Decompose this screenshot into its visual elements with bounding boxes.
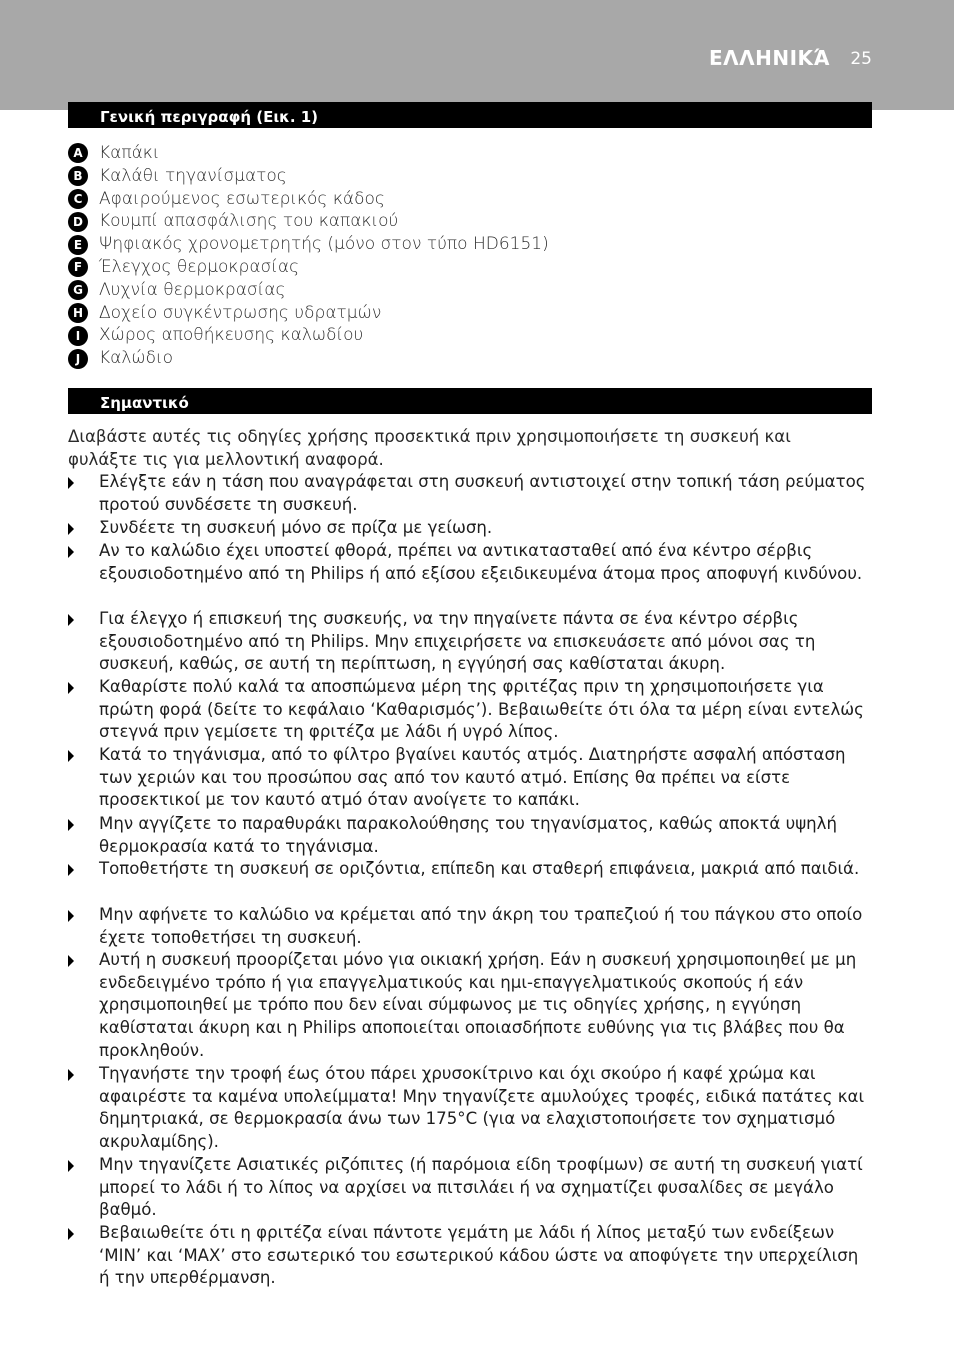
part-label: Καλάθι τηγανίσματος: [99, 165, 287, 186]
letter-badge: I: [68, 326, 88, 346]
list-item: [68, 142, 549, 165]
bullet-item: [68, 744, 868, 812]
part-label: Χώρος αποθήκευσης καλωδίου: [99, 325, 364, 346]
bullet-arrow-icon: [68, 523, 74, 535]
bullet-text: Μην αγγίζετε το παραθυράκι παρακολούθησης του τηγανίσματος, καθώς αποκτά υψηλή θερμοκρασία κατά το τηγάνισμα.: [99, 814, 837, 856]
bullet-arrow-icon: [68, 682, 74, 694]
list-item: [68, 324, 549, 347]
bullet-arrow-icon: [68, 955, 74, 967]
bullet-text: Τηγανήστε την τροφή έως ότου πάρει χρυσοκίτρινο και όχι σκούρο ή καφέ χρώμα και αφαιρέστε τα καμένα υπολείμματα! Μην τηγανίζετε αμυλούχες τροφές, ειδικά πατάτες και δημητριακά, σε θερμοκρασία άνω των 175°C (για να ελαχιστοποιήσετε τον σχηματισμό ακρυλαμίδης).: [99, 1064, 865, 1152]
part-label: Έλεγχος θερμοκρασίας: [99, 256, 300, 277]
letter-badge: D: [68, 212, 88, 232]
list-item: [68, 210, 549, 233]
page-number: 25: [850, 49, 872, 69]
intro-paragraph: Διαβάστε αυτές τις οδηγίες χρήσης προσεκτικά πριν χρησιμοποιήσετε τη συσκευή και φυλάξτε τις για μελλοντική αναφορά.: [68, 427, 791, 469]
bullet-text: Κατά το τηγάνισμα, από το φίλτρο βγαίνει καυτός ατμός. Διατηρήστε ασφαλή απόσταση των χεριών και του προσώπου σας από τον καυτό ατμό. Επίσης θα πρέπει να είστε προσεκτικοί με τον καυτό ατμό όταν ανοίγετε το καπάκι.: [99, 745, 846, 810]
bullet-item: [68, 676, 868, 744]
bullet-arrow-icon: [68, 1160, 74, 1172]
bullet-text: Τοποθετήστε τη συσκευή σε οριζόντια, επίπεδη και σταθερή επιφάνεια, μακριά από παιδιά.: [99, 859, 860, 878]
bullet-item: [68, 1154, 868, 1222]
bullet-item: [68, 949, 868, 1063]
bullet-item: [68, 858, 868, 881]
section-title: Σημαντικό: [100, 394, 189, 412]
bullet-item: [68, 517, 868, 540]
bullet-item: [68, 1222, 868, 1290]
bullet-text: Ελέγξτε εάν η τάση που αναγράφεται στη συσκευή αντιστοιχεί στην τοπική τάση ρεύματος προτού συνδέσετε τη συσκευή.: [99, 472, 866, 514]
bullet-arrow-icon: [68, 819, 74, 831]
bullet-item: [68, 1063, 868, 1154]
part-label: Καλώδιο: [99, 348, 174, 369]
bullet-arrow-icon: [68, 910, 74, 922]
bullet-text: Για έλεγχο ή επισκευή της συσκευής, να την πηγαίνετε πάντα σε ένα κέντρο σέρβις εξουσιοδοτημένο από τη Philips. Μην επιχειρήσετε να επισκευάσετε από μόνοι σας τη συσκευή, καθώς, σε αυτή τη περίπτωση, η εγγύησή σας καθίσταται άκυρη.: [99, 609, 816, 674]
part-label: Δοχείο συγκέντρωσης υδρατμών: [99, 302, 382, 323]
letter-badge: A: [68, 143, 88, 163]
part-label: Ψηφιακός χρονομετρητής (μόνο στον τύπο HD6151): [99, 234, 549, 255]
bullet-text: Βεβαιωθείτε ότι η φριτέζα είναι πάντοτε γεμάτη με λάδι ή λίπος μεταξύ των ενδείξεων ‘MIN’ και ‘MAX’ στο εσωτερικό του εσωτερικού κάδου ώστε να αποφύγετε την υπερχείλιση ή την υπερθέρμανση.: [99, 1223, 859, 1288]
header-band: [0, 0, 954, 110]
bullet-arrow-icon: [68, 1069, 74, 1081]
section-title: Γενική περιγραφή (Εικ. 1): [100, 108, 319, 126]
part-label: Αφαιρούμενος εσωτερικός κάδος: [99, 188, 385, 209]
bullet-arrow-icon: [68, 477, 74, 489]
bullet-text: Μην τηγανίζετε Ασιατικές ριζόπιτες (ή παρόμοια είδη τροφίμων) σε αυτή τη συσκευή γιατί μπορεί το λάδι ή το λίπος να αρχίσει να πιτσιλάει ή να σχηματίζει φυσαλίδες σε μεγάλο βαθμό.: [99, 1155, 863, 1220]
bullet-arrow-icon: [68, 1228, 74, 1240]
section-heading-important: [68, 388, 872, 414]
letter-badge: G: [68, 280, 88, 300]
part-label: Λυχνία θερμοκρασίας: [99, 279, 286, 300]
bullet-arrow-icon: [68, 864, 74, 876]
part-label: Κουμπί απασφάλισης του καπακιού: [99, 211, 399, 232]
list-item: [68, 279, 549, 302]
letter-badge: B: [68, 166, 88, 186]
bullet-arrow-icon: [68, 750, 74, 762]
bullet-item: [68, 540, 868, 585]
list-item: [68, 188, 549, 211]
bullet-item: [68, 904, 868, 949]
bullet-text: Αυτή η συσκευή προορίζεται μόνο για οικιακή χρήση. Εάν η συσκευή χρησιμοποιηθεί με μη ενδεδειγμένο τρόπο ή για επαγγελματικούς και ημι-επαγγελματικούς σκοπούς ή εάν χρησιμοποιηθεί με τρόπο που δεν είναι σύμφωνος με τις οδηγίες χρήσης, η εγγύηση καθίσταται άκυρη και η Philips αποποιείται οποιασδήποτε ευθύνης για τις βλάβες που θα προκληθούν.: [99, 950, 857, 1060]
bullet-item: [68, 471, 868, 516]
bullet-text: Συνδέετε τη συσκευή μόνο σε πρίζα με γείωση.: [99, 518, 493, 537]
language-title: ΕΛΛΗΝΙΚΆ: [709, 46, 830, 70]
bullet-arrow-icon: [68, 546, 74, 558]
letter-badge: F: [68, 257, 88, 277]
bullet-item: [68, 813, 868, 858]
bullet-arrow-icon: [68, 614, 74, 626]
bullet-item: [68, 608, 868, 676]
bullet-text: Καθαρίστε πολύ καλά τα αποσπώμενα μέρη της φριτέζας πριν τη χρησιμοποιήσετε για πρώτη φορά (δείτε το κεφάλαιο ‘Καθαρισμός’). Βεβαιωθείτε ότι όλα τα μέρη είναι εντελώς στεγνά πριν γεμίσετε τη φριτέζα με λάδι ή υγρό λίπος.: [99, 677, 864, 742]
parts-list: [68, 142, 549, 370]
section-heading-general-description: [68, 102, 872, 128]
bullet-text: Μην αφήνετε το καλώδιο να κρέμεται από την άκρη του τραπεζιού ή του πάγκου στο οποίο έχετε τοποθετήσει τη συσκευή.: [99, 905, 863, 947]
list-item: [68, 165, 549, 188]
list-item: [68, 233, 549, 256]
list-item: [68, 347, 549, 370]
bullet-text: Αν το καλώδιο έχει υποστεί φθορά, πρέπει να αντικατασταθεί από ένα κέντρο σέρβις εξουσιοδοτημένο από τη Philips ή από εξίσου εξειδικευμένα άτομα προς αποφυγή κινδύνου.: [99, 541, 863, 583]
letter-badge: C: [68, 189, 88, 209]
letter-badge: H: [68, 303, 88, 323]
part-label: Καπάκι: [99, 143, 160, 163]
list-item: [68, 302, 549, 325]
list-item: [68, 256, 549, 279]
letter-badge: E: [68, 235, 88, 255]
letter-badge: J: [68, 349, 88, 369]
